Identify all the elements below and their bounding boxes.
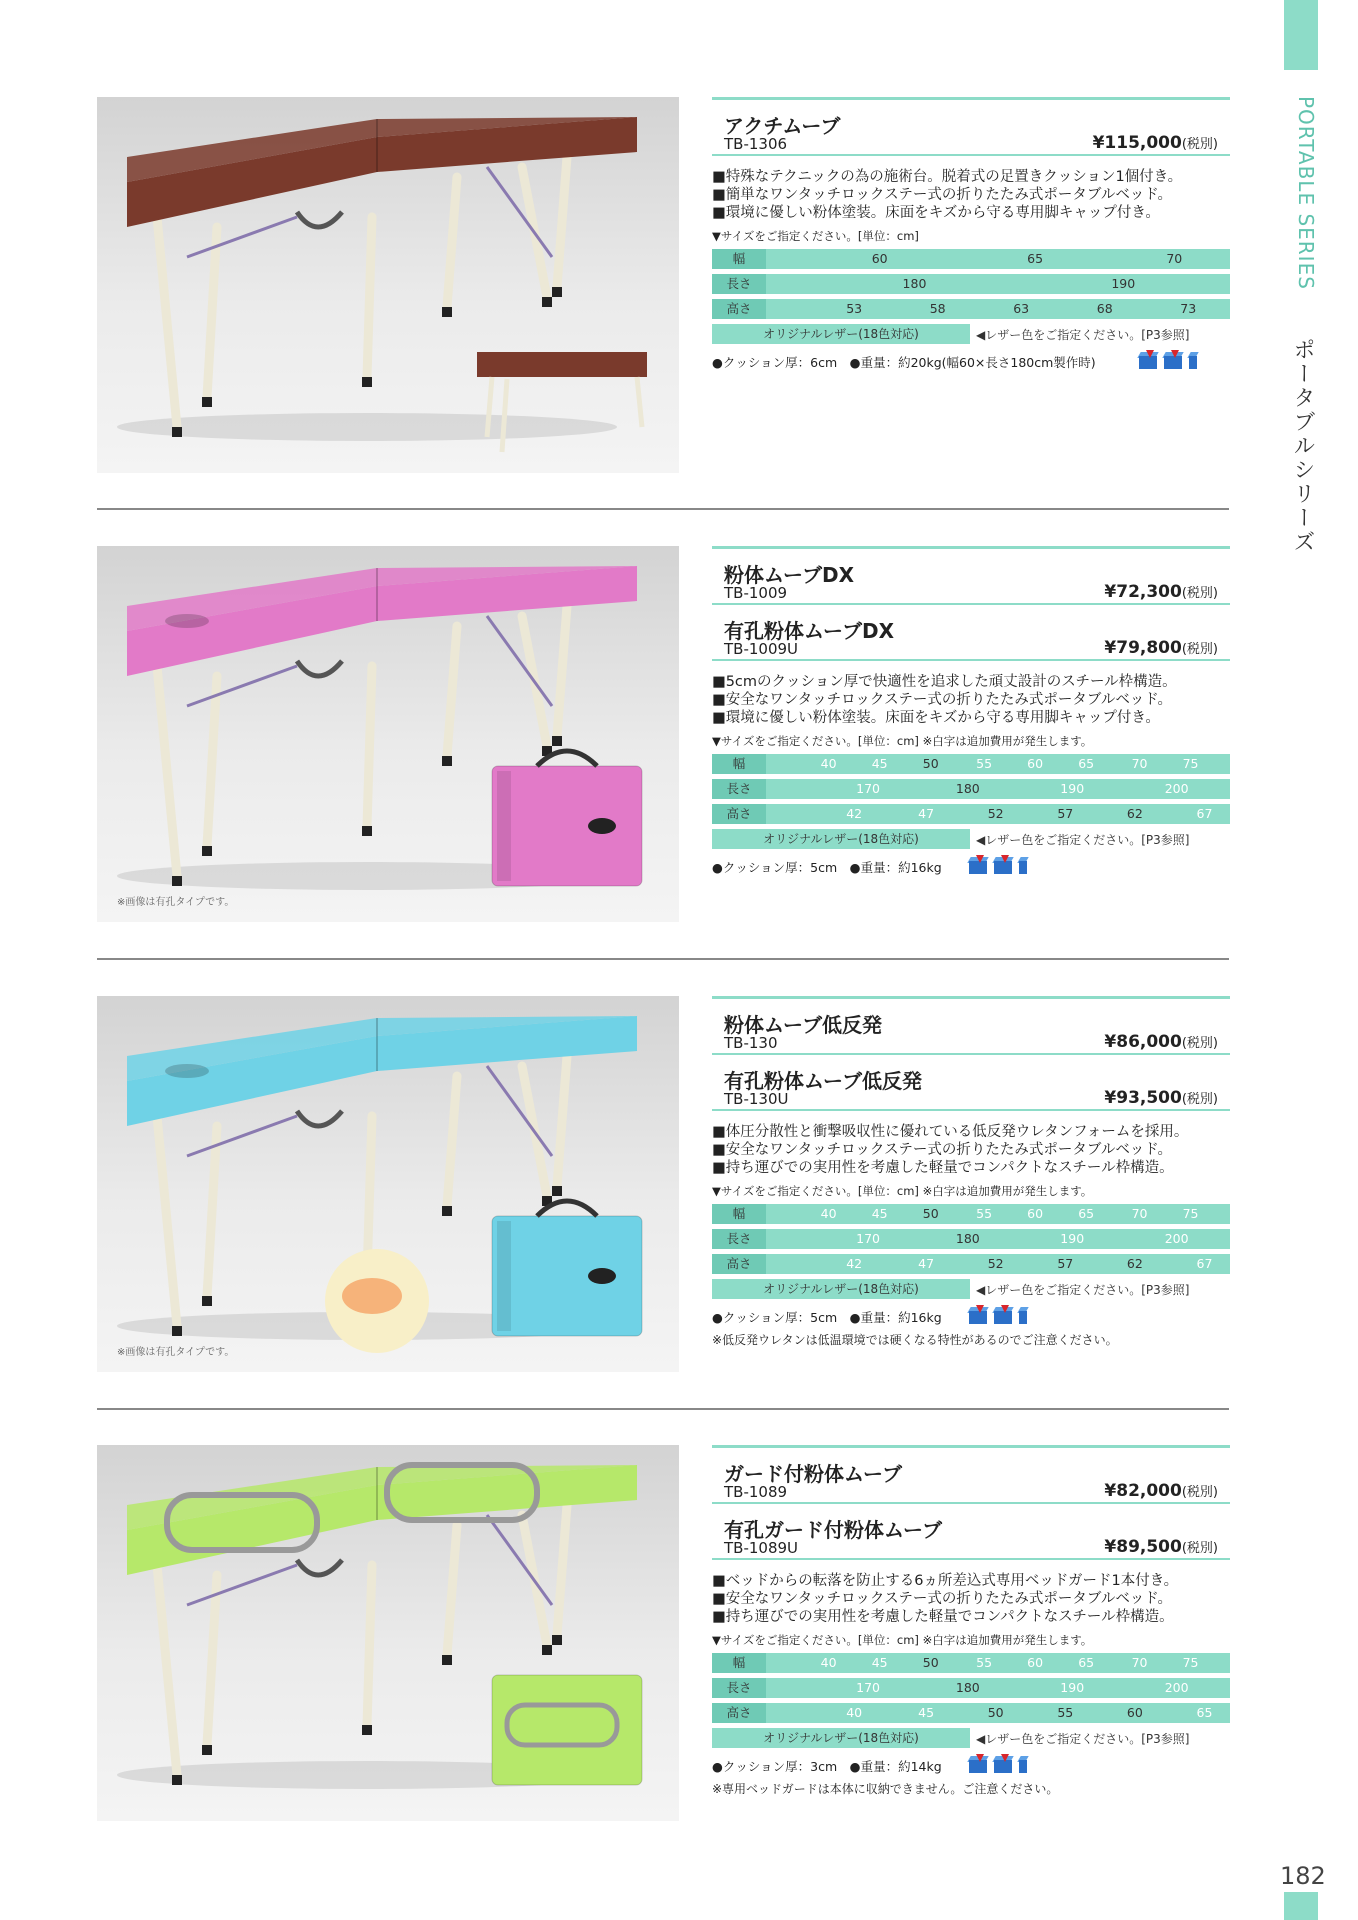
size-value: 40 — [846, 1705, 863, 1720]
size-value: 180 — [902, 276, 927, 291]
product-info — [712, 546, 1230, 877]
spec-line — [712, 855, 1230, 877]
size-value: 42 — [846, 1256, 863, 1271]
size-row — [712, 754, 1230, 774]
cube-icon — [1017, 855, 1029, 875]
product-photo-svg — [97, 1445, 679, 1821]
leather-label: オリジナルレザー(18色対応) — [712, 1279, 970, 1299]
product-info — [712, 97, 1230, 372]
size-row — [712, 249, 1230, 269]
size-value: 65 — [1078, 756, 1095, 771]
leather-note: ◀レザー色をご指定ください。[P3参照] — [976, 328, 1190, 342]
size-value: 40 — [820, 756, 837, 771]
description-line: ■体圧分散性と衝撃吸収性に優れている低反発ウレタンフォームを採用。 — [712, 1124, 1189, 1140]
size-value: 190 — [1060, 781, 1085, 796]
product-description — [712, 673, 1230, 727]
series-title-jp: ポータブルシリーズ — [1290, 338, 1315, 554]
price-value: ¥82,000 — [1104, 1481, 1182, 1501]
size-instruction: ▼サイズをご指定ください。[単位：cm] ※白字は追加費用が発生します。 — [712, 1633, 1093, 1647]
size-value: 52 — [987, 1256, 1004, 1271]
size-value: 45 — [871, 1206, 888, 1221]
leather-label: オリジナルレザー(18色対応) — [712, 829, 970, 849]
spec-text: ●クッション厚：3cm ●重量：約14kg — [712, 1759, 942, 1774]
product-code: TB-130U — [724, 1090, 789, 1108]
size-value: 65 — [1078, 1206, 1095, 1221]
section-divider — [97, 508, 1229, 510]
product-photo — [97, 1445, 679, 1821]
product-section — [0, 97, 1260, 507]
size-value: 180 — [955, 1680, 980, 1695]
size-value: 60 — [1027, 1206, 1044, 1221]
description-line: ■ベッドからの転落を防止する6ヵ所差込式専用ベッドガード1本付き。 — [712, 1573, 1179, 1589]
size-value: 200 — [1164, 1231, 1189, 1246]
product-code: TB-1306 — [724, 135, 788, 153]
product-header — [712, 1448, 1230, 1504]
product-photo — [97, 546, 679, 922]
description-line: ■簡単なワンタッチロックステー式の折りたたみ式ポータブルベッド。 — [712, 187, 1173, 203]
cube-icon — [967, 855, 989, 875]
product-header — [712, 605, 1230, 661]
price-value: ¥93,500 — [1104, 1088, 1182, 1108]
size-value: 75 — [1182, 1206, 1199, 1221]
cube-icon — [992, 1754, 1014, 1774]
description-line: ■安全なワンタッチロックステー式の折りたたみ式ポータブルベッド。 — [712, 1142, 1173, 1158]
size-row — [712, 1204, 1230, 1224]
side-tab-accent-bottom — [1284, 1892, 1318, 1920]
size-value: 40 — [820, 1206, 837, 1221]
description-line: ■持ち運びでの実用性を考慮した軽量でコンパクトなスチール枠構造。 — [712, 1609, 1174, 1625]
product-photo-svg — [97, 97, 679, 473]
spec-line — [712, 350, 1230, 372]
size-value: 45 — [918, 1705, 935, 1720]
price-tax: (税別) — [1181, 137, 1218, 152]
feature-icons — [967, 855, 1029, 875]
leather-note: ◀レザー色をご指定ください。[P3参照] — [976, 1283, 1190, 1297]
product-name: ガード付粉体ムーブ — [724, 1462, 902, 1486]
price-value: ¥79,800 — [1104, 638, 1182, 658]
product-description — [712, 168, 1230, 222]
size-value: 55 — [976, 1206, 993, 1221]
size-value: 45 — [871, 756, 888, 771]
size-value: 47 — [918, 1256, 935, 1271]
cube-icon — [967, 1305, 989, 1325]
size-value: 50 — [922, 1655, 939, 1670]
size-row-label: 高さ — [712, 299, 766, 319]
size-value: 62 — [1126, 1256, 1143, 1271]
leather-note: ◀レザー色をご指定ください。[P3参照] — [976, 1732, 1190, 1746]
size-value: 190 — [1060, 1680, 1085, 1695]
size-value: 63 — [1013, 301, 1030, 316]
size-row — [712, 1678, 1230, 1698]
product-name: 粉体ムーブ低反発 — [724, 1013, 882, 1037]
product-price — [1104, 638, 1218, 658]
product-section — [0, 996, 1260, 1406]
size-value: 75 — [1182, 1655, 1199, 1670]
price-value: ¥115,000 — [1092, 133, 1182, 153]
size-value: 70 — [1131, 1206, 1148, 1221]
product-code: TB-130 — [724, 1034, 778, 1052]
description-line: ■5cmのクッション厚で快適性を追求した頑丈設計のスチール枠構造。 — [712, 674, 1177, 690]
extra-note: ※低反発ウレタンは低温環境では硬くなる特性があるのでご注意ください。 — [712, 1333, 1118, 1347]
product-section — [0, 546, 1260, 956]
product-header — [712, 1055, 1230, 1111]
size-row — [712, 299, 1230, 319]
price-tax: (税別) — [1181, 586, 1218, 601]
feature-icons — [967, 1305, 1029, 1325]
description-line: ■環境に優しい粉体塗装。床面をキズから守る専用脚キャップ付き。 — [712, 710, 1160, 726]
size-row-label: 幅 — [712, 1204, 766, 1224]
size-value: 190 — [1060, 1231, 1085, 1246]
size-value: 45 — [871, 1655, 888, 1670]
size-row-label: 高さ — [712, 1254, 766, 1274]
photo-note: ※画像は有孔タイプです。 — [117, 1347, 235, 1358]
product-price — [1104, 1537, 1218, 1557]
product-description — [712, 1123, 1230, 1177]
product-code: TB-1009 — [724, 584, 788, 602]
product-price — [1104, 1088, 1218, 1108]
leather-label: オリジナルレザー(18色対応) — [712, 324, 970, 344]
series-title-en: PORTABLE SERIES — [1294, 96, 1318, 290]
size-row-label: 幅 — [712, 754, 766, 774]
size-row — [712, 1653, 1230, 1673]
product-photo — [97, 97, 679, 473]
size-value: 170 — [856, 1680, 881, 1695]
product-header — [712, 100, 1230, 156]
size-row — [712, 804, 1230, 824]
product-header — [712, 549, 1230, 605]
price-value: ¥72,300 — [1104, 582, 1182, 602]
size-row-label: 高さ — [712, 804, 766, 824]
size-row-label: 長さ — [712, 1678, 766, 1698]
cube-icon — [1187, 350, 1199, 370]
size-instruction: ▼サイズをご指定ください。[単位：cm] ※白字は追加費用が発生します。 — [712, 734, 1093, 748]
size-row — [712, 779, 1230, 799]
size-value: 67 — [1196, 1256, 1213, 1271]
product-price — [1104, 1032, 1218, 1052]
size-row — [712, 1703, 1230, 1723]
size-value: 200 — [1164, 781, 1189, 796]
product-photo-svg — [97, 996, 679, 1372]
product-name: 粉体ムーブDX — [724, 563, 855, 587]
spec-line — [712, 1305, 1230, 1327]
price-value: ¥89,500 — [1104, 1537, 1182, 1557]
size-instruction: ▼サイズをご指定ください。[単位：cm] — [712, 229, 919, 243]
product-code: TB-1089U — [724, 1539, 799, 1557]
size-value: 73 — [1180, 301, 1197, 316]
description-line: ■持ち運びでの実用性を考慮した軽量でコンパクトなスチール枠構造。 — [712, 1160, 1174, 1176]
size-value: 60 — [1027, 756, 1044, 771]
size-value: 170 — [856, 781, 881, 796]
product-section — [0, 1445, 1260, 1855]
product-name: 有孔ガード付粉体ムーブ — [724, 1518, 942, 1542]
feature-icons — [1137, 350, 1199, 370]
section-divider — [97, 958, 1229, 960]
size-value: 70 — [1131, 1655, 1148, 1670]
size-value: 52 — [987, 806, 1004, 821]
product-price — [1093, 133, 1218, 153]
size-row-label: 長さ — [712, 779, 766, 799]
description-line: ■特殊なテクニックの為の施術台。脱着式の足置きクッション1個付き。 — [712, 169, 1183, 185]
size-row-label: 幅 — [712, 249, 766, 269]
size-value: 67 — [1196, 806, 1213, 821]
size-row-label: 長さ — [712, 1229, 766, 1249]
product-description — [712, 1572, 1230, 1626]
size-value: 65 — [1196, 1705, 1213, 1720]
price-tax: (税別) — [1181, 642, 1218, 657]
size-value: 170 — [856, 1231, 881, 1246]
leather-info — [712, 1728, 1230, 1750]
size-row-label: 幅 — [712, 1653, 766, 1673]
leather-info — [712, 829, 1230, 851]
description-line: ■環境に優しい粉体塗装。床面をキズから守る専用脚キャップ付き。 — [712, 205, 1160, 221]
cube-icon — [992, 1305, 1014, 1325]
leather-info — [712, 1279, 1230, 1301]
spec-text: ●クッション厚：5cm ●重量：約16kg — [712, 860, 942, 875]
size-value: 200 — [1164, 1680, 1189, 1695]
size-value: 70 — [1166, 251, 1183, 266]
size-value: 47 — [918, 806, 935, 821]
side-tab-accent — [1284, 0, 1318, 70]
size-value: 70 — [1131, 756, 1148, 771]
size-value: 180 — [955, 781, 980, 796]
product-price — [1104, 1481, 1218, 1501]
size-value: 62 — [1126, 806, 1143, 821]
cube-icon — [967, 1754, 989, 1774]
price-tax: (税別) — [1181, 1036, 1218, 1051]
product-info — [712, 996, 1230, 1348]
size-value: 58 — [929, 301, 946, 316]
size-row-label: 長さ — [712, 274, 766, 294]
product-photo-svg — [97, 546, 679, 922]
price-tax: (税別) — [1181, 1541, 1218, 1556]
size-value: 75 — [1182, 756, 1199, 771]
product-code: TB-1009U — [724, 640, 799, 658]
size-instruction: ▼サイズをご指定ください。[単位：cm] ※白字は追加費用が発生します。 — [712, 1184, 1093, 1198]
size-value: 53 — [846, 301, 863, 316]
size-row — [712, 274, 1230, 294]
size-value: 55 — [1057, 1705, 1074, 1720]
cube-icon — [992, 855, 1014, 875]
size-value: 60 — [871, 251, 888, 266]
size-value: 55 — [976, 1655, 993, 1670]
size-value: 60 — [1126, 1705, 1143, 1720]
size-row — [712, 1229, 1230, 1249]
cube-icon — [1017, 1754, 1029, 1774]
size-value: 40 — [820, 1655, 837, 1670]
size-value: 50 — [922, 756, 939, 771]
description-line: ■安全なワンタッチロックステー式の折りたたみ式ポータブルベッド。 — [712, 1591, 1173, 1607]
size-value: 50 — [922, 1206, 939, 1221]
product-info — [712, 1445, 1230, 1797]
spec-line — [712, 1754, 1230, 1776]
size-value: 180 — [955, 1231, 980, 1246]
cube-icon — [1137, 350, 1159, 370]
product-header — [712, 999, 1230, 1055]
product-header — [712, 1504, 1230, 1560]
cube-icon — [1017, 1305, 1029, 1325]
product-name: 有孔粉体ムーブ低反発 — [724, 1069, 922, 1093]
feature-icons — [967, 1754, 1029, 1774]
photo-note: ※画像は有孔タイプです。 — [117, 897, 235, 908]
product-name: 有孔粉体ムーブDX — [724, 619, 895, 643]
leather-note: ◀レザー色をご指定ください。[P3参照] — [976, 833, 1190, 847]
size-row — [712, 1254, 1230, 1274]
spec-text: ●クッション厚：6cm ●重量：約20kg(幅60×長さ180cm製作時) — [712, 355, 1096, 370]
size-value: 42 — [846, 806, 863, 821]
spec-text: ●クッション厚：5cm ●重量：約16kg — [712, 1310, 942, 1325]
leather-label: オリジナルレザー(18色対応) — [712, 1728, 970, 1748]
size-value: 55 — [976, 756, 993, 771]
size-value: 50 — [987, 1705, 1004, 1720]
size-value: 60 — [1027, 1655, 1044, 1670]
size-value: 57 — [1057, 1256, 1074, 1271]
page-number: 182 — [1280, 1862, 1326, 1890]
price-value: ¥86,000 — [1104, 1032, 1182, 1052]
cube-icon — [1162, 350, 1184, 370]
price-tax: (税別) — [1181, 1485, 1218, 1500]
size-value: 190 — [1111, 276, 1136, 291]
section-divider — [97, 1408, 1229, 1410]
size-value: 57 — [1057, 806, 1074, 821]
product-price — [1104, 582, 1218, 602]
leather-info — [712, 324, 1230, 346]
description-line: ■安全なワンタッチロックステー式の折りたたみ式ポータブルベッド。 — [712, 692, 1173, 708]
size-value: 65 — [1078, 1655, 1095, 1670]
extra-note: ※専用ベッドガードは本体に収納できません。ご注意ください。 — [712, 1782, 1059, 1796]
size-value: 65 — [1027, 251, 1044, 266]
product-code: TB-1089 — [724, 1483, 788, 1501]
product-photo — [97, 996, 679, 1372]
product-name: アクチムーブ — [724, 114, 841, 138]
price-tax: (税別) — [1181, 1092, 1218, 1107]
size-value: 68 — [1096, 301, 1113, 316]
size-row-label: 高さ — [712, 1703, 766, 1723]
